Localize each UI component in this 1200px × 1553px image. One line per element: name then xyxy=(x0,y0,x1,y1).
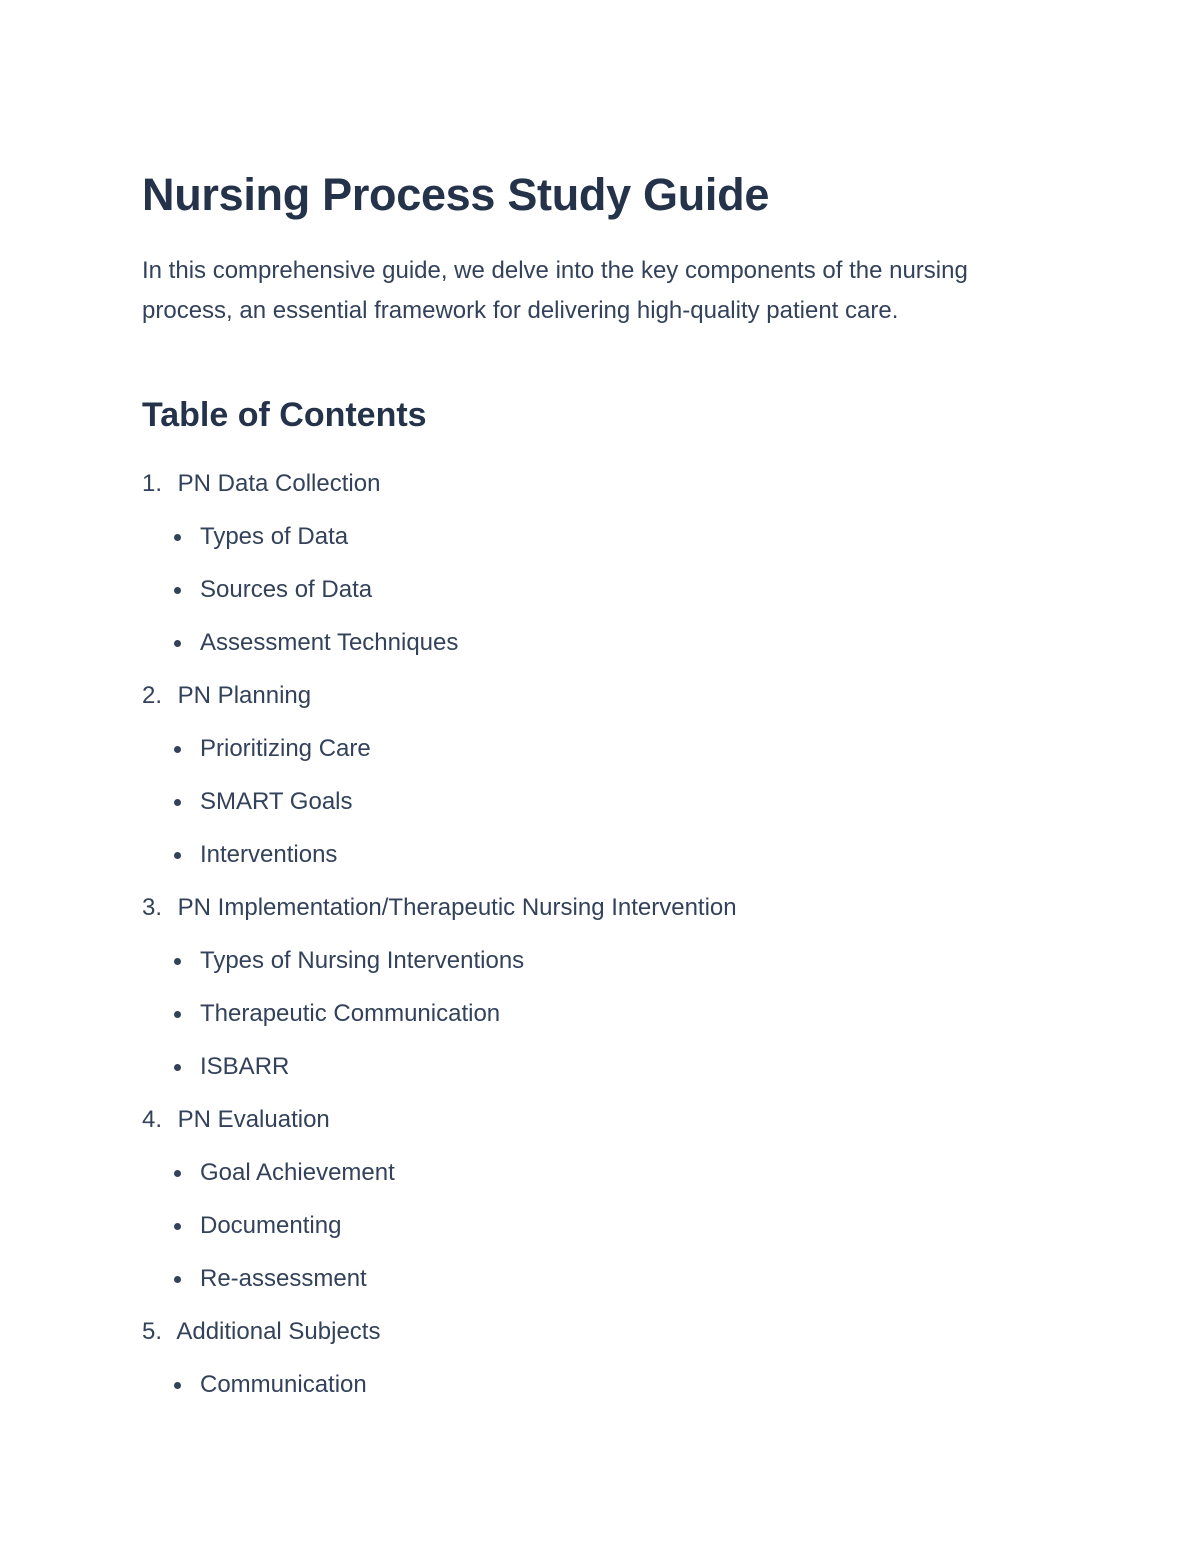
toc-subitem xyxy=(142,568,1042,621)
bullet-icon xyxy=(174,746,181,753)
toc-section-label: Additional Subjects xyxy=(176,1318,381,1345)
toc-subitem-label: Sources of Data xyxy=(200,576,373,603)
bullet-icon xyxy=(174,1170,181,1177)
toc-section-label: PN Implementation/Therapeutic Nursing Intervention xyxy=(177,894,737,921)
bullet-icon xyxy=(174,852,181,859)
toc-subitem-label: Goal Achievement xyxy=(200,1159,395,1186)
bullet-icon xyxy=(174,1011,181,1018)
bullet-icon xyxy=(174,1064,181,1071)
toc-subitem xyxy=(142,939,1042,992)
toc-subitem xyxy=(142,1045,1042,1098)
bullet-icon xyxy=(174,1276,181,1283)
toc-subitem-label: Communication xyxy=(200,1371,367,1398)
toc-subitem-label: Types of Nursing Interventions xyxy=(200,947,525,974)
toc-section xyxy=(142,1098,1042,1151)
toc-subitem xyxy=(142,1363,1042,1416)
toc-section xyxy=(142,462,1042,515)
toc-subitem-label: Assessment Techniques xyxy=(200,629,459,656)
toc-subitem-label: Interventions xyxy=(200,841,338,868)
toc-heading: Table of Contents xyxy=(142,396,427,434)
toc-subitem xyxy=(142,992,1042,1045)
intro-paragraph: In this comprehensive guide, we delve into the key components of the nursing process, an essential framework for delivering high-quality patient care. xyxy=(142,257,968,324)
toc-subitem-label: Re-assessment xyxy=(200,1265,367,1292)
toc-subitem xyxy=(142,1204,1042,1257)
toc-subitem xyxy=(142,833,1042,886)
toc-subitem xyxy=(142,621,1042,674)
toc-section-number: 5. xyxy=(142,1318,163,1345)
table-of-contents xyxy=(142,462,1042,1416)
toc-subitem-label: Therapeutic Communication xyxy=(200,1000,501,1027)
toc-subitem-label: Types of Data xyxy=(200,523,349,550)
toc-section xyxy=(142,674,1042,727)
toc-subitem xyxy=(142,727,1042,780)
toc-subitem-label: ISBARR xyxy=(200,1053,290,1080)
bullet-icon xyxy=(174,1223,181,1230)
bullet-icon xyxy=(174,640,181,647)
toc-section-number: 1. xyxy=(142,470,163,497)
page-title: Nursing Process Study Guide xyxy=(142,169,770,220)
toc-subitem-label: SMART Goals xyxy=(200,788,353,815)
toc-section xyxy=(142,1310,1042,1363)
toc-section-label: PN Planning xyxy=(177,682,312,709)
toc-section-number: 3. xyxy=(142,894,163,921)
toc-subitem xyxy=(142,515,1042,568)
bullet-icon xyxy=(174,1382,181,1389)
toc-section-number: 2. xyxy=(142,682,163,709)
bullet-icon xyxy=(174,534,181,541)
toc-section-label: PN Data Collection xyxy=(177,470,381,497)
bullet-icon xyxy=(174,799,181,806)
bullet-icon xyxy=(174,587,181,594)
toc-subitem-label: Prioritizing Care xyxy=(200,735,371,762)
toc-section-label: PN Evaluation xyxy=(177,1106,330,1133)
toc-subitem xyxy=(142,1257,1042,1310)
toc-subitem xyxy=(142,780,1042,833)
toc-subitem xyxy=(142,1151,1042,1204)
toc-subitem-label: Documenting xyxy=(200,1212,342,1239)
bullet-icon xyxy=(174,958,181,965)
toc-section xyxy=(142,886,1042,939)
toc-section-number: 4. xyxy=(142,1106,163,1133)
